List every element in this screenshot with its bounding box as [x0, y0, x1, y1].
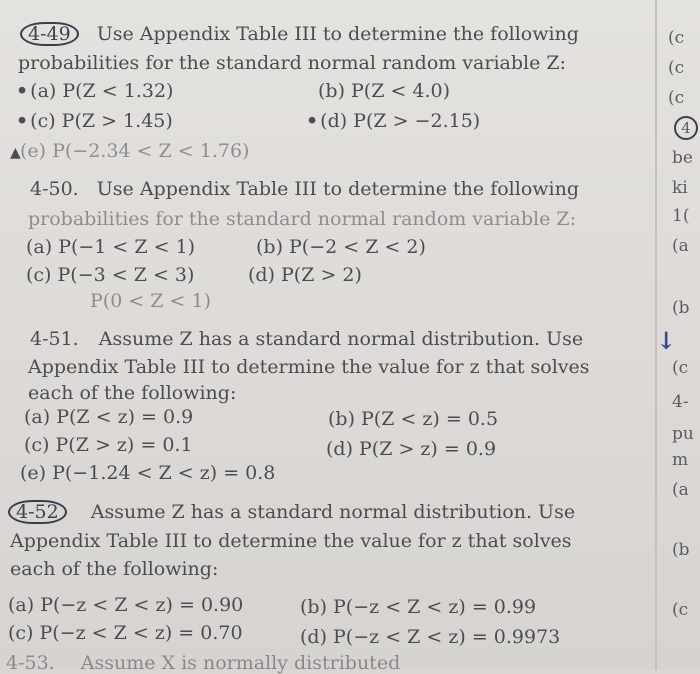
margin-circled-fragment [674, 116, 698, 140]
problem-text: Use Appendix Table III to determine the following [96, 178, 580, 200]
problem-4-51-c: (c) P(Z > z) = 0.1 [24, 434, 193, 456]
problem-4-52-a: (a) P(−z < Z < z) = 0.90 [8, 594, 244, 616]
problem-4-49-b: (b) P(Z < 4.0) [318, 80, 451, 102]
problem-4-49-e [10, 140, 250, 162]
bullet-mark: • [16, 110, 29, 132]
margin-fragment: pu [672, 424, 694, 444]
bullet-mark: • [306, 110, 319, 132]
item-text: (e) P(−2.34 < Z < 1.76) [20, 140, 250, 162]
problem-4-49-c [16, 110, 173, 132]
margin-fragment: 4- [672, 392, 689, 412]
item-text: (a) P(Z < 1.32) [30, 80, 174, 102]
margin-circle-text: 4 [674, 116, 698, 140]
circled-problem-number: 4-52 [8, 500, 67, 524]
problem-4-51-d: (d) P(Z > z) = 0.9 [326, 438, 497, 460]
margin-fragment: ki [672, 178, 688, 198]
problem-4-49-d [306, 110, 480, 132]
problem-4-50-line1 [30, 178, 579, 200]
arrow-annotation: ↓ [656, 326, 677, 355]
item-text: (c) P(Z > 1.45) [30, 110, 173, 132]
problem-4-50-d: (d) P(Z > 2) [248, 264, 362, 286]
problem-4-49-line1 [20, 22, 579, 46]
problem-4-52-b: (b) P(−z < Z < z) = 0.99 [300, 596, 537, 618]
problem-4-49-a [16, 80, 173, 102]
problem-text: Assume Z has a standard normal distribution. Use [90, 501, 576, 523]
margin-fragment: (a [672, 236, 689, 256]
problem-4-51-line1 [30, 328, 583, 350]
item-text: (d) P(Z > −2.15) [320, 110, 481, 132]
problem-number: 4-50. [30, 178, 79, 200]
problem-4-50-e: P(0 < Z < 1) [90, 290, 211, 312]
problem-number: 4-53. [6, 652, 55, 674]
problem-4-51-line2: Appendix Table III to determine the value for z that solves [28, 356, 590, 378]
margin-fragment: (c [672, 600, 689, 620]
problem-4-51-b: (b) P(Z < z) = 0.5 [328, 408, 499, 430]
bullet-mark: • [16, 80, 29, 102]
margin-fragment: (c [668, 58, 685, 78]
problem-4-52-c: (c) P(−z < Z < z) = 0.70 [8, 622, 243, 644]
problem-text: Use Appendix Table III to determine the following [96, 23, 579, 45]
margin-fragment: (c [668, 28, 685, 48]
margin-fragment: (c [668, 88, 685, 108]
margin-fragment: be [672, 148, 693, 168]
problem-number: 4-51. [30, 328, 79, 350]
problem-4-53-line1 [6, 652, 400, 674]
margin-fragment: (a [672, 480, 689, 500]
problem-4-51-line3: each of the following: [28, 382, 237, 404]
problem-text: Assume X is normally distributed [80, 652, 401, 674]
margin-fragment: 1( [672, 206, 690, 226]
problem-text: Assume Z has a standard normal distribution. Use [98, 328, 584, 350]
problem-4-50-a: (a) P(−1 < Z < 1) [26, 236, 196, 258]
problem-4-50-c: (c) P(−3 < Z < 3) [26, 264, 195, 286]
circled-problem-number: 4-49 [20, 22, 79, 46]
check-mark: ▲ [10, 145, 21, 161]
margin-fragment: m [672, 450, 689, 470]
problem-4-52-d: (d) P(−z < Z < z) = 0.9973 [300, 626, 561, 648]
problem-4-50-b: (b) P(−2 < Z < 2) [256, 236, 426, 258]
problem-4-49-line2: probabilities for the standard normal random variable Z: [18, 52, 566, 74]
margin-fragment: (c [672, 358, 689, 378]
problem-4-50-line2: probabilities for the standard normal random variable Z: [28, 208, 576, 230]
problem-4-52-line3: each of the following: [10, 558, 219, 580]
problem-4-51-a: (a) P(Z < z) = 0.9 [24, 406, 194, 428]
problem-4-52-line2: Appendix Table III to determine the value for z that solves [10, 530, 572, 552]
margin-fragment: (b [672, 540, 690, 560]
problem-4-51-e: (e) P(−1.24 < Z < z) = 0.8 [20, 462, 276, 484]
margin-fragment: (b [672, 298, 690, 318]
problem-4-52-line1 [8, 500, 575, 524]
